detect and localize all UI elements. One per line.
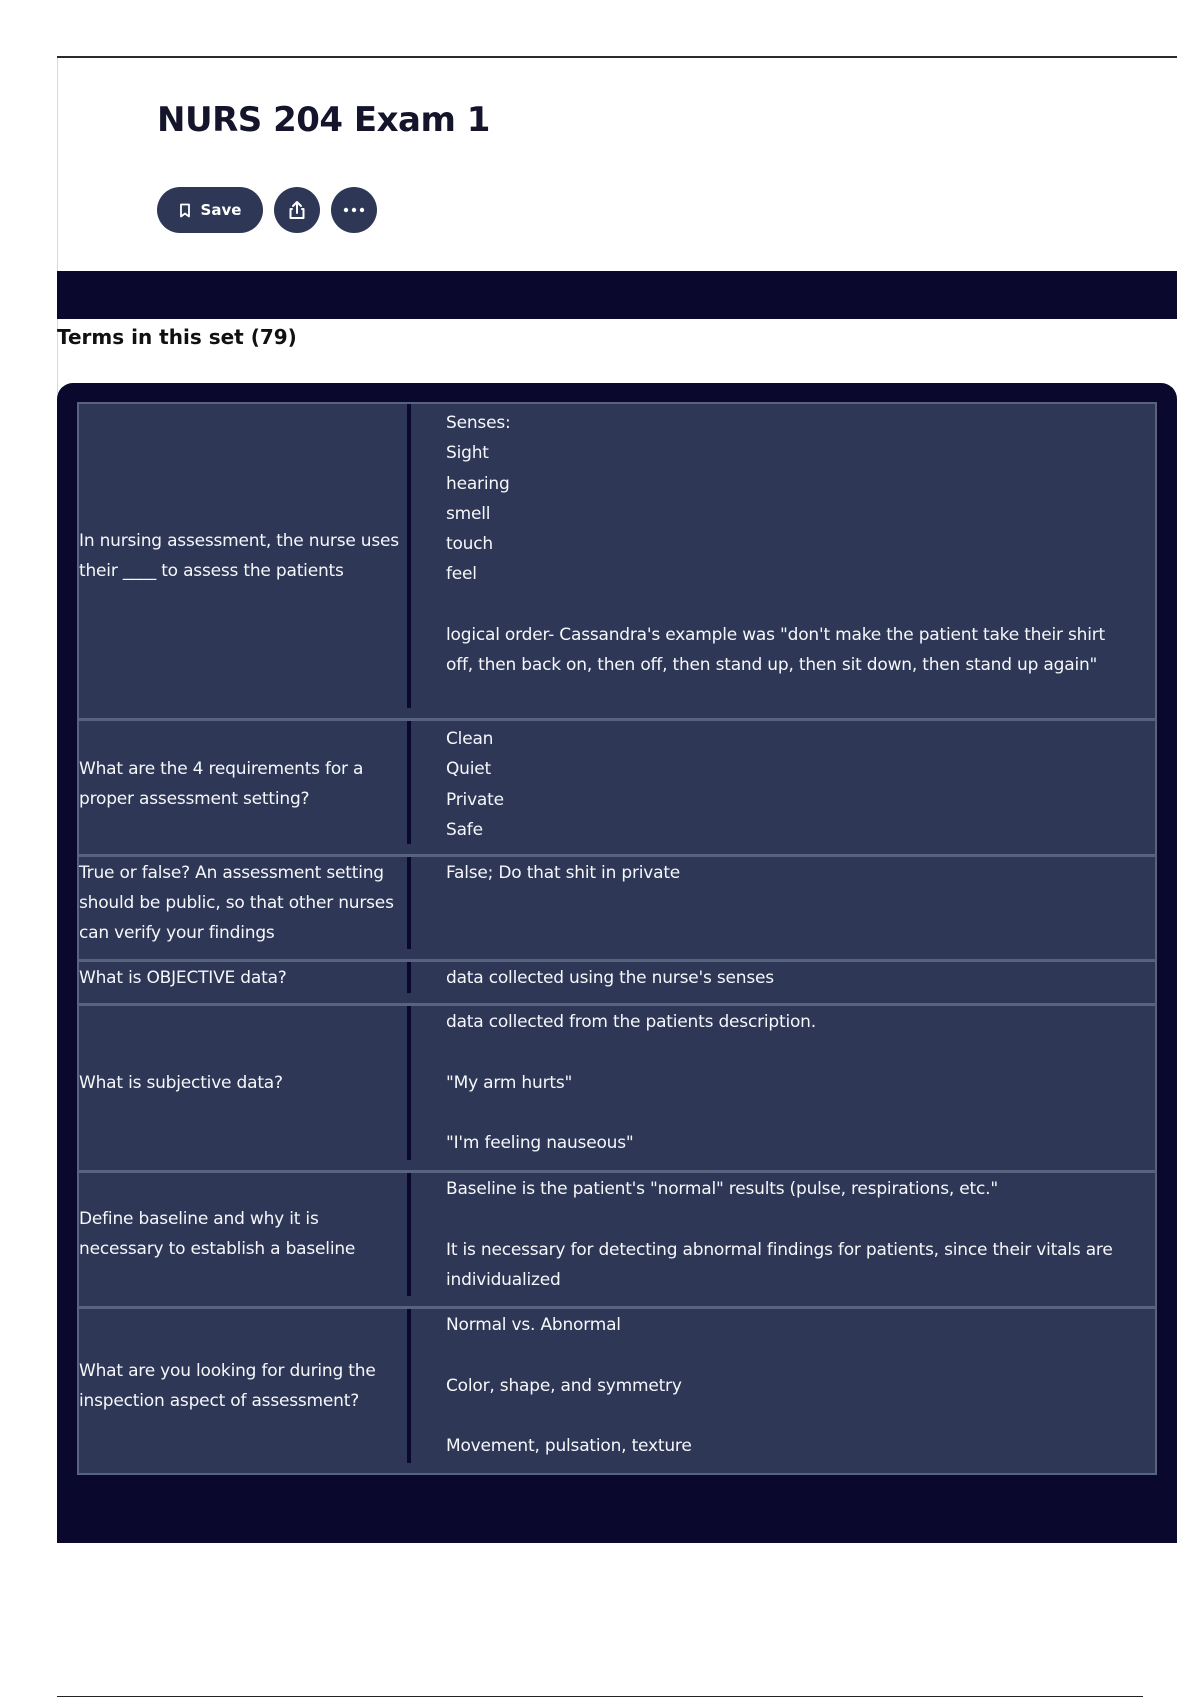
page-bottom-rule: [57, 1696, 1143, 1697]
definition-text: data collected from the patients description. "My arm hurts" "I'm feeling nauseous": [446, 1012, 816, 1154]
share-icon: [286, 199, 308, 221]
term-row: [79, 857, 1155, 962]
definition-text: Clean Quiet Private Safe: [446, 729, 504, 840]
term-row: [79, 1173, 1155, 1309]
term-row: [79, 404, 1155, 721]
page-title: NURS 204 Exam 1: [157, 100, 490, 140]
terms-heading: Terms in this set (79): [57, 325, 297, 349]
save-button-label: Save: [200, 201, 242, 219]
term-text: True or false? An assessment setting should be public, so that other nurses can verify your findings: [79, 863, 394, 943]
bookmark-icon: [179, 203, 191, 218]
action-bar: [157, 187, 377, 233]
term-row: [79, 962, 1155, 1006]
share-button[interactable]: [274, 187, 320, 233]
top-border: [57, 56, 1177, 58]
term-text: What are the 4 requirements for a proper assessment setting?: [79, 758, 364, 809]
term-row: [79, 721, 1155, 857]
definition-text: Baseline is the patient's "normal" results (pulse, respirations, etc." It is necessary for detecting abnormal findings for patients, since their vitals are individualized: [446, 1179, 1113, 1290]
term-text: In nursing assessment, the nurse uses their ____ to assess the patients: [79, 531, 399, 581]
terms-table: [77, 402, 1157, 1475]
definition-text: Senses: Sight hearing smell touch feel logical order- Cassandra's example was "don't make the patient take their shirt off, then back on, then off, then stand up, then sit down, then stand up again": [446, 413, 1106, 676]
more-options-button[interactable]: [331, 187, 377, 233]
more-options-icon: [343, 207, 365, 213]
term-row: [79, 1006, 1155, 1173]
term-text: What are you looking for during the inspection aspect of assessment?: [79, 1361, 376, 1411]
definition-text: False; Do that shit in private: [446, 863, 681, 883]
term-text: Define baseline and why it is necessary to establish a baseline: [79, 1208, 356, 1259]
save-button[interactable]: [157, 187, 263, 233]
term-row: [79, 1309, 1155, 1473]
definition-text: data collected using the nurse's senses: [446, 968, 774, 988]
header-banner: [57, 271, 1177, 319]
term-text: What is OBJECTIVE data?: [79, 968, 287, 988]
definition-text: Normal vs. Abnormal Color, shape, and symmetry Movement, pulsation, texture: [446, 1315, 692, 1457]
term-text: What is subjective data?: [79, 1073, 283, 1093]
